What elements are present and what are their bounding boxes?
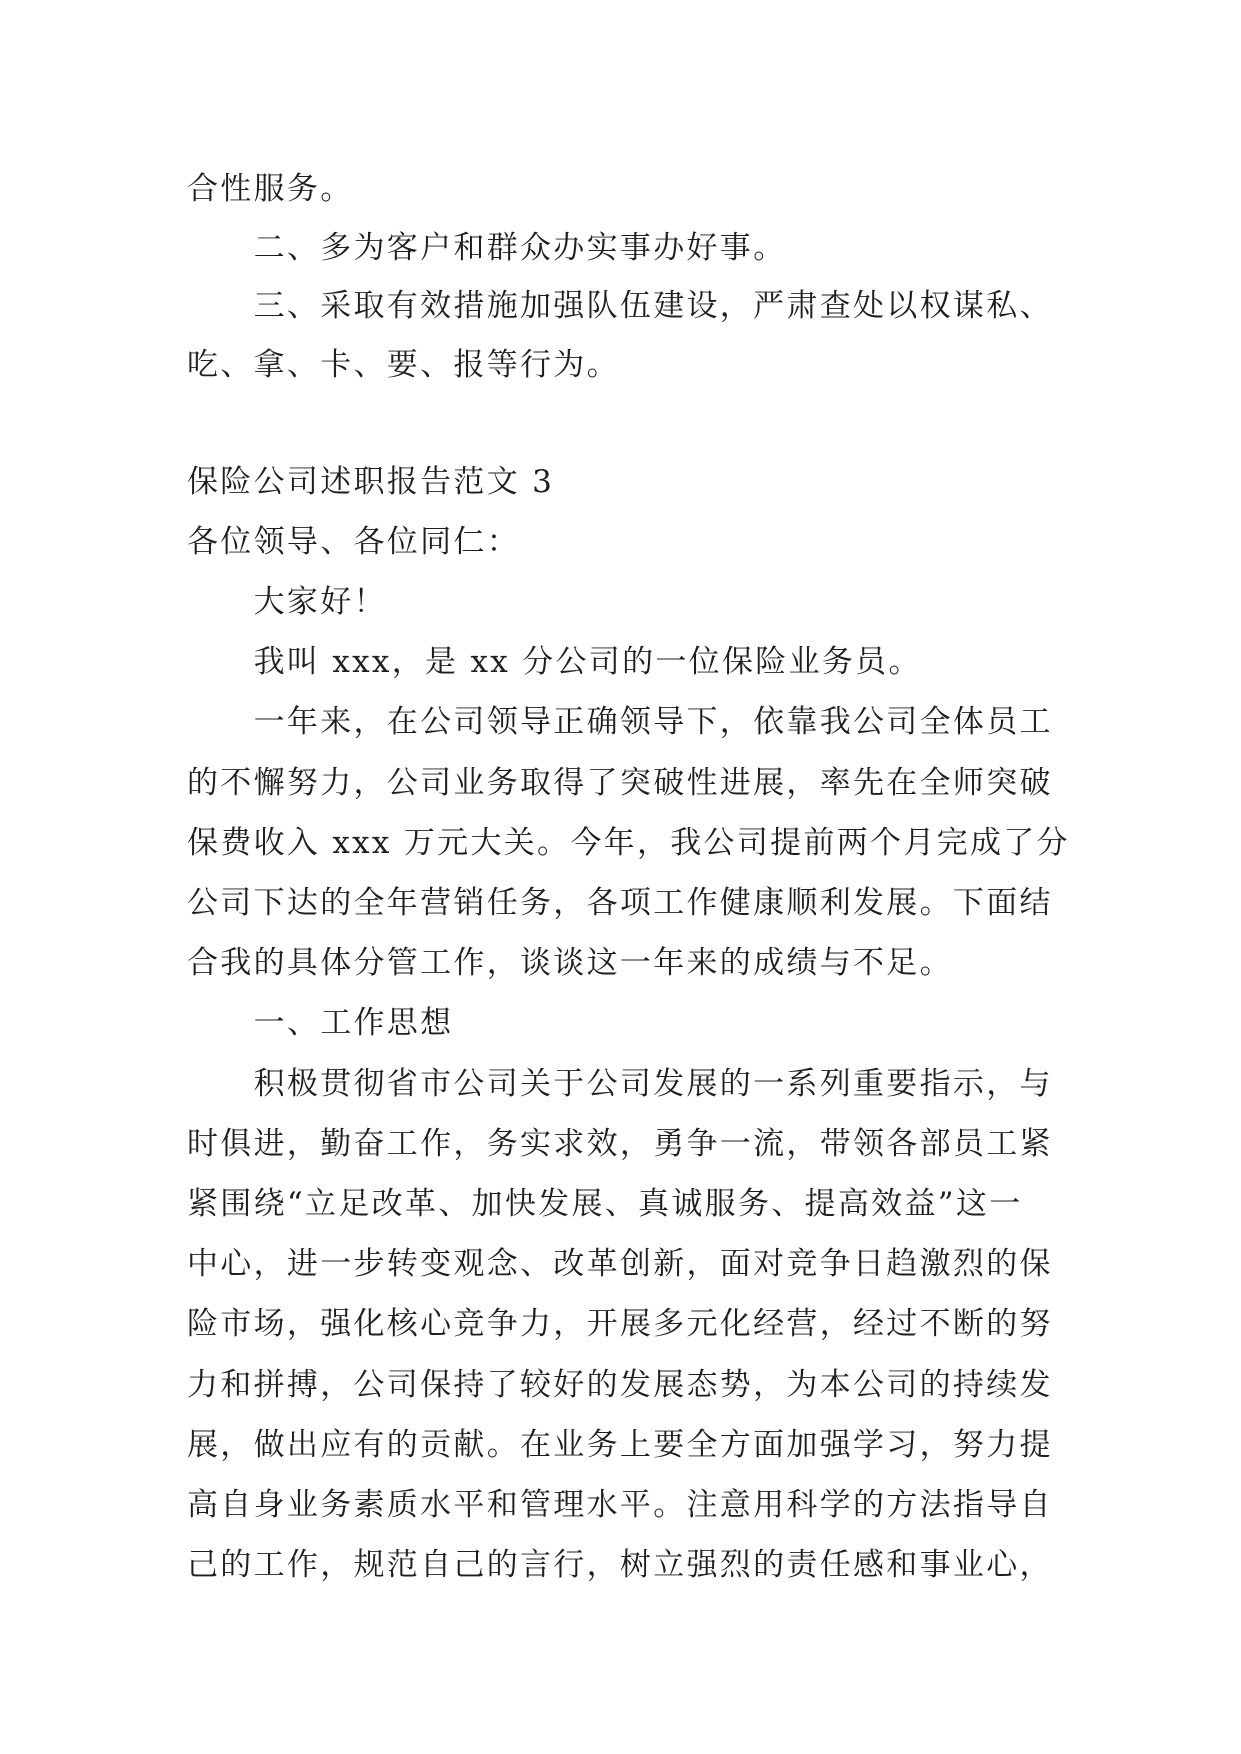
- summary-line: 公司下达的全年营销任务，各项工作健康顺利发展。下面结: [187, 885, 1053, 921]
- previous-section: [187, 160, 1087, 395]
- section-line: 高自身业务素质水平和管理水平。注意用科学的方法指导自: [187, 1486, 1053, 1523]
- section-line: 积极贯彻省市公司关于公司发展的一系列重要指示，与: [253, 1065, 1053, 1102]
- section-line: 己的工作，规范自己的言行，树立强烈的责任感和事业心，: [187, 1547, 1053, 1584]
- section-line: 中心，进一步转变观念、改革创新，面对竞争日趋激烈的保: [187, 1246, 1053, 1283]
- summary-line: 保费收入 xxx 万元大关。今年，我公司提前两个月完成了分: [187, 824, 1070, 861]
- section-line: 时俱进，勤奋工作，务实求效，勇争一流，带领各部员工紧: [187, 1125, 1053, 1162]
- section-line: 险市场，强化核心竞争力，开展多元化经营，经过不断的努: [187, 1306, 1053, 1343]
- paragraph-line: 吃、拿、卡、要、报等行为。: [187, 347, 620, 384]
- summary-line: 一年来，在公司领导正确领导下，依靠我公司全体员工: [253, 704, 1053, 741]
- salutation: 各位领导、各位同仁：: [187, 523, 520, 560]
- paragraph-line: 合性服务。: [187, 171, 354, 207]
- section-line: 展，做出应有的贡献。在业务上要全方面加强学习，努力提: [187, 1426, 1053, 1463]
- list-item-3: 三、采取有效措施加强队伍建设，严肃查处以权谋私、: [253, 288, 1053, 325]
- list-item-2: 二、多为客户和群众办实事办好事。: [253, 229, 787, 266]
- summary-line: 合我的具体分管工作，谈谈这一年来的成绩与不足。: [187, 945, 953, 982]
- report-section: [187, 452, 1087, 1596]
- section-title: 保险公司述职报告范文 3: [187, 463, 555, 500]
- greeting: 大家好！: [253, 584, 387, 621]
- subsection-heading: 一、工作思想: [253, 1005, 454, 1042]
- section-line: 力和拼搏，公司保持了较好的发展态势，为本公司的持续发: [187, 1366, 1053, 1403]
- section-line: 紧围绕“立足改革、加快发展、真诚服务、提高效益”这一: [187, 1185, 1023, 1222]
- summary-line: 的不懈努力，公司业务取得了突破性进展，率先在全师突破: [187, 764, 1053, 801]
- introduction: 我叫 xxx，是 xx 分公司的一位保险业务员。: [253, 644, 922, 681]
